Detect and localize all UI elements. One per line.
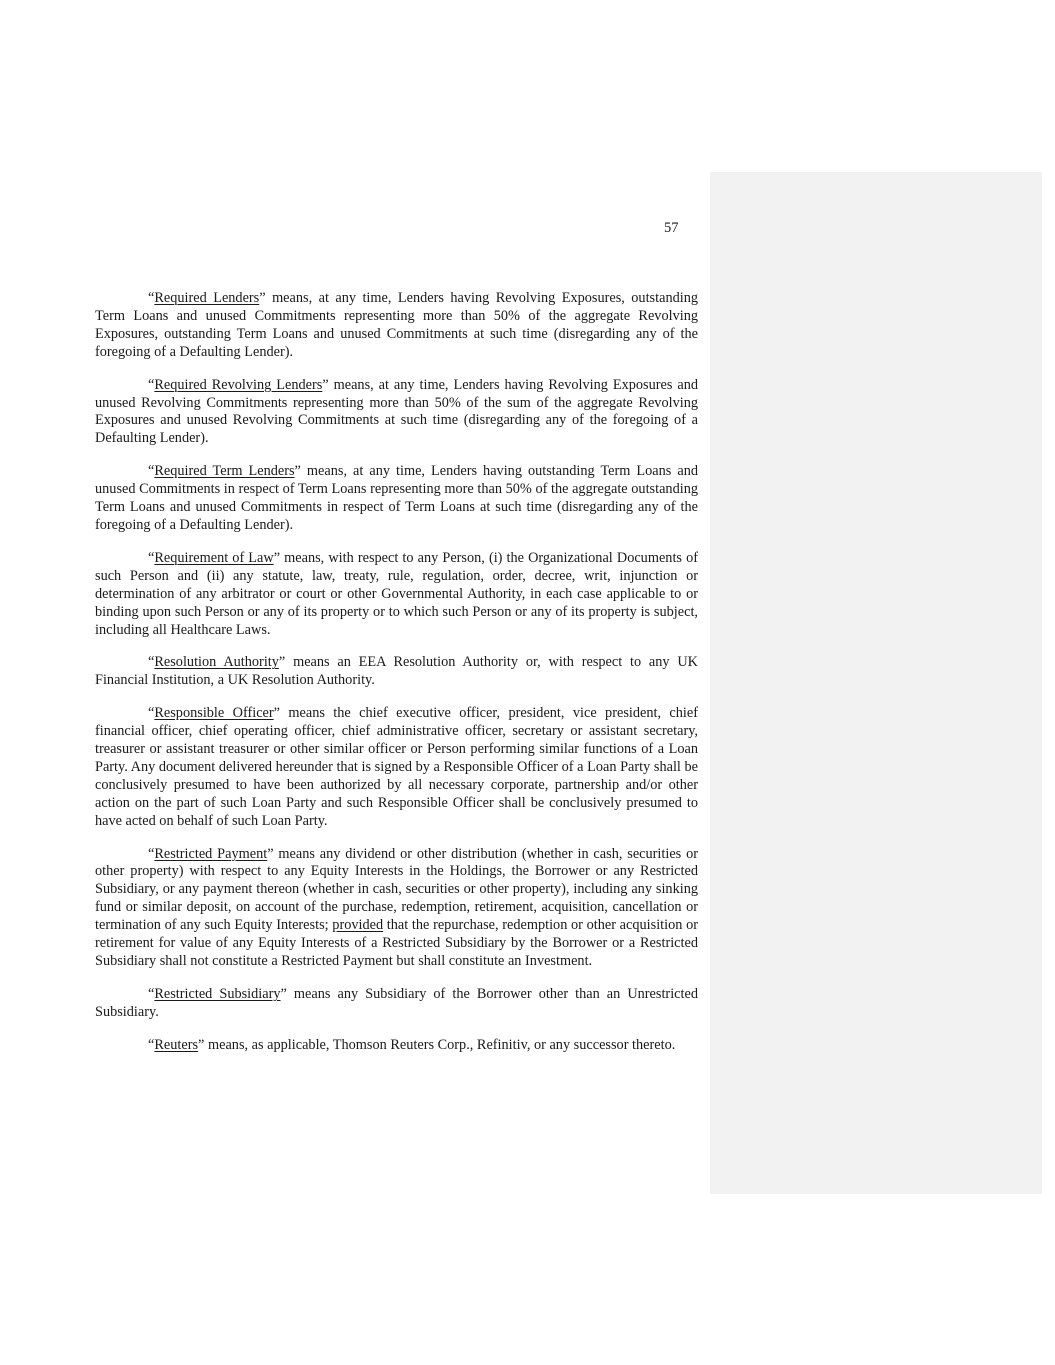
definition-text: means, at any time, Lenders having Revolving Exposures, outstanding Term Loans and unused Commitments representing more than 50% of the aggregate Revolving Exposures, outstanding Term Loans and unused Commitments at such time (disregarding any of the foregoing of a Defaulting Lender). [95,290,699,360]
page-number: 57 [664,220,679,236]
proviso-word: provided [332,917,384,934]
close-quote: ” [322,376,329,393]
close-quote: ” [278,654,286,671]
definition-text: means any dividend or other distribution (whether in cash, securities or other property) with respect to any Equity Interests in the Holdings, the Borrower or any Restricted Subsidiary, or any payment thereon (whether in cash, securities or other property), including any sinking fund or similar deposit, on account of the purchase, redemption, retirement, acquisition, cancellation or termination of any such Equity Interests; [95,845,698,934]
definition-text-continued: that the repurchase, redemption or other acquisition or retirement for value of any Equity Interests of a Restricted Subsidiary by the Borrower or a Restricted Subsidiary shall not constitute a Restricted Payment but shall constitute an Investment. [95,917,699,969]
comment-pane [710,172,1042,1194]
open-quote: “ [148,463,155,480]
close-quote: ” [267,845,274,862]
definition-requirement-of-law [95,550,698,640]
defined-term: Restricted Subsidiary [154,985,281,1002]
definition-required-revolving-lenders [95,377,698,449]
open-quote: “ [148,549,155,566]
open-quote: “ [148,290,155,306]
definition-responsible-officer [95,705,698,830]
defined-term: Reuters [154,1036,199,1053]
definition-required-term-lenders [95,463,698,535]
open-quote: “ [148,845,155,862]
definition-restricted-subsidiary [95,986,698,1022]
defined-term: Responsible Officer [154,705,274,722]
defined-term: Required Revolving Lenders [154,376,323,393]
close-quote: ” [198,1036,205,1053]
defined-term: Restricted Payment [154,845,268,862]
open-quote: “ [148,705,155,722]
open-quote: “ [148,654,155,671]
definition-text: means, as applicable, Thomson Reuters Corp., Refinitiv, or any successor thereto. [204,1036,676,1053]
open-quote: “ [148,985,155,1002]
document-body [95,290,698,1070]
defined-term: Requirement of Law [154,549,274,566]
definition-required-lenders [95,290,698,362]
definition-text: means any Subsidiary of the Borrower other than an Unrestricted Subsidiary. [95,985,698,1020]
close-quote: ” [273,705,281,722]
close-quote: ” [294,463,301,480]
definition-text: means, at any time, Lenders having Revolving Exposures and unused Revolving Commitments representing more than 50% of the sum of the aggregate Revolving Exposures and unused Revolving Commitments at such time (disregarding any of the foregoing of a Defaulting Lender). [95,376,698,447]
close-quote: ” [273,549,281,566]
defined-term: Required Lenders [154,290,260,306]
open-quote: “ [148,376,155,393]
defined-term: Resolution Authority [154,654,279,671]
definition-restricted-payment [95,846,698,971]
close-quote: ” [259,290,266,306]
definition-reuters [95,1037,698,1055]
close-quote: ” [280,985,287,1002]
definition-text: means, with respect to any Person, (i) the Organizational Documents of such Person and (ii) any statute, law, treaty, rule, regulation, order, decree, writ, injunction or determination of any arbitrator or court or other Governmental Authority, in each case applicable to or binding upon such Person or any of its property or to which such Person or any of its property is subject, including all Healthcare Laws. [95,549,698,638]
open-quote: “ [148,1036,155,1053]
definition-text: means the chief executive officer, president, vice president, chief financial officer, chief operating officer, chief administrative officer, secretary or assistant secretary, treasurer or assistant treasurer or other similar officer or Person performing similar functions of a Loan Party. Any document delivered hereunder that is signed by a Responsible Officer of a Loan Party shall be conclusively presumed to have been authorized by all necessary corporate, partnership and/or other action on the part of such Loan Party and such Responsible Officer shall be conclusively presumed to have acted on behalf of such Loan Party. [95,705,698,829]
definition-text: means, at any time, Lenders having outstanding Term Loans and unused Commitments in respect of Term Loans representing more than 50% of the aggregate outstanding Term Loans and unused Commitments in respect of Term Loans at such time (disregarding any of the foregoing of a Defaulting Lender). [95,463,699,533]
definition-text: means an EEA Resolution Authority or, with respect to any UK Financial Institution, a UK Resolution Authority. [95,654,698,689]
defined-term: Required Term Lenders [154,463,295,480]
definition-resolution-authority [95,654,698,690]
